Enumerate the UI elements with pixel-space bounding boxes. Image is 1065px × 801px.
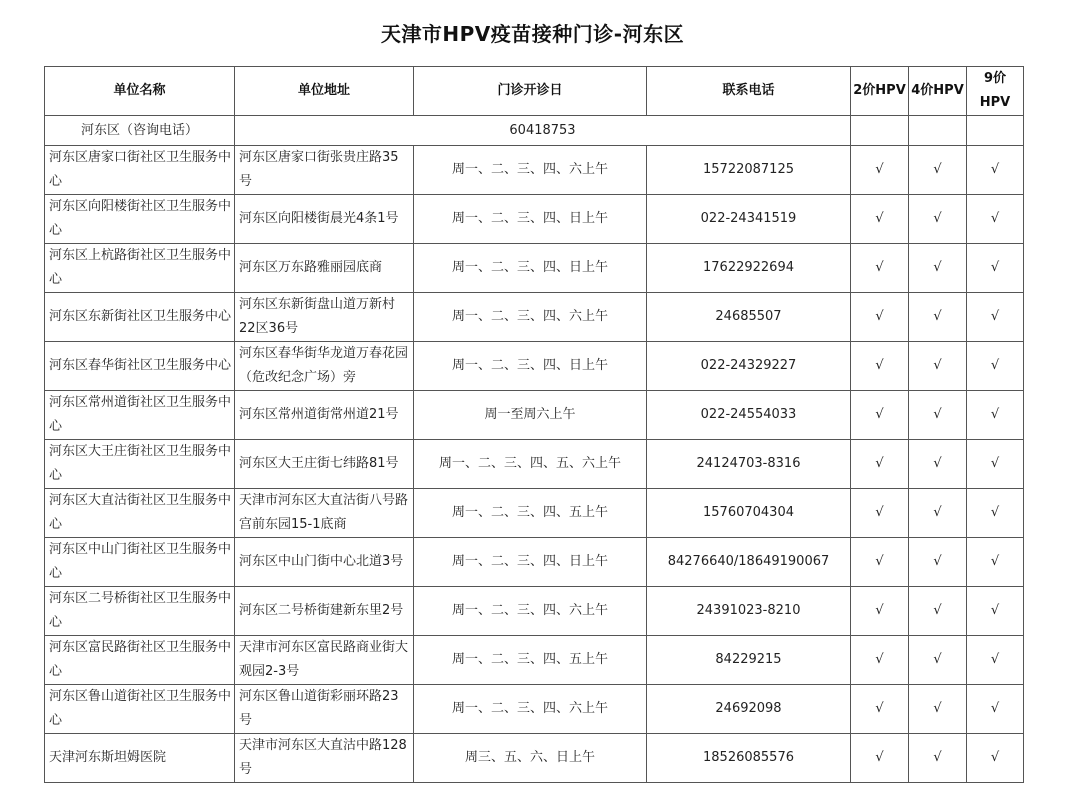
hpv-9v-check: √ bbox=[967, 587, 1024, 636]
clinic-days-cell: 周一、二、三、四、六上午 bbox=[414, 146, 647, 195]
hpv-4v-check: √ bbox=[909, 195, 967, 244]
unit-address-cell: 河东区向阳楼街晨光4条1号 bbox=[235, 195, 414, 244]
hpv-9v-check: √ bbox=[967, 489, 1024, 538]
phone-cell: 022-24554033 bbox=[647, 391, 851, 440]
unit-address-cell: 天津市河东区大直沽街八号路宫前东园15-1底商 bbox=[235, 489, 414, 538]
unit-name-cell: 天津河东斯坦姆医院 bbox=[45, 734, 235, 783]
hpv-2v-check: √ bbox=[851, 538, 909, 587]
unit-address-cell: 河东区万东路雅丽园底商 bbox=[235, 244, 414, 293]
hpv-2v-check: √ bbox=[851, 195, 909, 244]
clinic-days-cell: 周三、五、六、日上午 bbox=[414, 734, 647, 783]
hpv-2v-check: √ bbox=[851, 734, 909, 783]
unit-name-cell: 河东区上杭路街社区卫生服务中心 bbox=[45, 244, 235, 293]
phone-cell: 24685507 bbox=[647, 293, 851, 342]
hpv-2v-check: √ bbox=[851, 489, 909, 538]
hpv-9v-check: √ bbox=[967, 440, 1024, 489]
clinic-days-cell: 周一、二、三、四、五、六上午 bbox=[414, 440, 647, 489]
hpv-4v-check: √ bbox=[909, 440, 967, 489]
unit-address-cell: 河东区鲁山道街彩丽环路23号 bbox=[235, 685, 414, 734]
hpv-9v-check: √ bbox=[967, 244, 1024, 293]
table-row bbox=[45, 146, 1024, 195]
hpv-2v-check: √ bbox=[851, 636, 909, 685]
clinic-days-cell: 周一、二、三、四、日上午 bbox=[414, 342, 647, 391]
unit-address-cell: 河东区二号桥街建新东里2号 bbox=[235, 587, 414, 636]
hpv-4v-check: √ bbox=[909, 636, 967, 685]
hpv-4v-check: √ bbox=[909, 342, 967, 391]
unit-name-cell: 河东区东新街社区卫生服务中心 bbox=[45, 293, 235, 342]
hpv-clinic-table bbox=[44, 66, 1024, 783]
clinic-days-cell: 周一、二、三、四、五上午 bbox=[414, 489, 647, 538]
hpv-2v-check: √ bbox=[851, 146, 909, 195]
phone-cell: 15760704304 bbox=[647, 489, 851, 538]
unit-name-cell: 河东区春华街社区卫生服务中心 bbox=[45, 342, 235, 391]
table-row bbox=[45, 244, 1024, 293]
header-9v-hpv: 9价HPV bbox=[967, 67, 1024, 116]
clinic-days-cell: 周一、二、三、四、六上午 bbox=[414, 685, 647, 734]
table-row bbox=[45, 195, 1024, 244]
clinic-days-cell: 周一、二、三、四、五上午 bbox=[414, 636, 647, 685]
unit-address-cell: 河东区常州道街常州道21号 bbox=[235, 391, 414, 440]
hpv-4v-check: √ bbox=[909, 489, 967, 538]
hpv-9v-check: √ bbox=[967, 293, 1024, 342]
hpv-2v-check: √ bbox=[851, 342, 909, 391]
unit-address-cell: 天津市河东区大直沽中路128号 bbox=[235, 734, 414, 783]
hpv-2v-check: √ bbox=[851, 244, 909, 293]
hpv-2v-check: √ bbox=[851, 587, 909, 636]
unit-name-cell: 河东区常州道街社区卫生服务中心 bbox=[45, 391, 235, 440]
hpv-2v-check: √ bbox=[851, 685, 909, 734]
table-row bbox=[45, 587, 1024, 636]
unit-address-cell: 天津市河东区富民路商业街大观园2-3号 bbox=[235, 636, 414, 685]
table-row bbox=[45, 440, 1024, 489]
unit-name-cell: 河东区中山门街社区卫生服务中心 bbox=[45, 538, 235, 587]
consult-phone: 60418753 bbox=[235, 116, 851, 146]
table-row bbox=[45, 538, 1024, 587]
unit-address-cell: 河东区中山门街中心北道3号 bbox=[235, 538, 414, 587]
hpv-2v-check: √ bbox=[851, 391, 909, 440]
clinic-days-cell: 周一、二、三、四、日上午 bbox=[414, 538, 647, 587]
hpv-9v-check: √ bbox=[967, 734, 1024, 783]
phone-cell: 24124703-8316 bbox=[647, 440, 851, 489]
hpv-4v-check: √ bbox=[909, 391, 967, 440]
unit-address-cell: 河东区东新街盘山道万新村22区36号 bbox=[235, 293, 414, 342]
phone-cell: 15722087125 bbox=[647, 146, 851, 195]
unit-address-cell: 河东区春华街华龙道万春花园（危改纪念广场）旁 bbox=[235, 342, 414, 391]
phone-cell: 022-24341519 bbox=[647, 195, 851, 244]
hpv-4v-check: √ bbox=[909, 538, 967, 587]
hpv-9v-check: √ bbox=[967, 636, 1024, 685]
phone-cell: 84229215 bbox=[647, 636, 851, 685]
hpv-9v-check: √ bbox=[967, 342, 1024, 391]
consult-empty-cell bbox=[909, 116, 967, 146]
header-clinic-days: 门诊开诊日 bbox=[414, 67, 647, 116]
consult-empty-cell bbox=[967, 116, 1024, 146]
clinic-days-cell: 周一至周六上午 bbox=[414, 391, 647, 440]
hpv-9v-check: √ bbox=[967, 195, 1024, 244]
unit-name-cell: 河东区向阳楼街社区卫生服务中心 bbox=[45, 195, 235, 244]
hpv-2v-check: √ bbox=[851, 440, 909, 489]
unit-name-cell: 河东区二号桥街社区卫生服务中心 bbox=[45, 587, 235, 636]
header-2v-hpv: 2价HPV bbox=[851, 67, 909, 116]
hpv-9v-check: √ bbox=[967, 391, 1024, 440]
unit-name-cell: 河东区唐家口街社区卫生服务中心 bbox=[45, 146, 235, 195]
table-row bbox=[45, 342, 1024, 391]
unit-address-cell: 河东区大王庄街七纬路81号 bbox=[235, 440, 414, 489]
hpv-2v-check: √ bbox=[851, 293, 909, 342]
hpv-9v-check: √ bbox=[967, 685, 1024, 734]
header-phone: 联系电话 bbox=[647, 67, 851, 116]
header-unit-address: 单位地址 bbox=[235, 67, 414, 116]
table-row bbox=[45, 685, 1024, 734]
hpv-9v-check: √ bbox=[967, 538, 1024, 587]
phone-cell: 24391023-8210 bbox=[647, 587, 851, 636]
header-row bbox=[45, 67, 1024, 116]
clinic-days-cell: 周一、二、三、四、六上午 bbox=[414, 587, 647, 636]
hpv-4v-check: √ bbox=[909, 685, 967, 734]
phone-cell: 17622922694 bbox=[647, 244, 851, 293]
unit-name-cell: 河东区大直沽街社区卫生服务中心 bbox=[45, 489, 235, 538]
table-row bbox=[45, 636, 1024, 685]
clinic-days-cell: 周一、二、三、四、日上午 bbox=[414, 244, 647, 293]
clinic-days-cell: 周一、二、三、四、日上午 bbox=[414, 195, 647, 244]
hpv-4v-check: √ bbox=[909, 734, 967, 783]
consult-label: 河东区（咨询电话） bbox=[45, 116, 235, 146]
table-row bbox=[45, 391, 1024, 440]
phone-cell: 022-24329227 bbox=[647, 342, 851, 391]
table-row bbox=[45, 293, 1024, 342]
hpv-9v-check: √ bbox=[967, 146, 1024, 195]
unit-name-cell: 河东区大王庄街社区卫生服务中心 bbox=[45, 440, 235, 489]
unit-name-cell: 河东区鲁山道街社区卫生服务中心 bbox=[45, 685, 235, 734]
consult-empty-cell bbox=[851, 116, 909, 146]
hpv-4v-check: √ bbox=[909, 587, 967, 636]
hpv-4v-check: √ bbox=[909, 146, 967, 195]
page-title: 天津市HPV疫苗接种门诊-河东区 bbox=[380, 22, 685, 46]
consult-row bbox=[45, 116, 1024, 146]
phone-cell: 18526085576 bbox=[647, 734, 851, 783]
hpv-4v-check: √ bbox=[909, 293, 967, 342]
header-unit-name: 单位名称 bbox=[45, 67, 235, 116]
table-row bbox=[45, 489, 1024, 538]
phone-cell: 84276640/18649190067 bbox=[647, 538, 851, 587]
unit-address-cell: 河东区唐家口街张贵庄路35号 bbox=[235, 146, 414, 195]
table-row bbox=[45, 734, 1024, 783]
clinic-days-cell: 周一、二、三、四、六上午 bbox=[414, 293, 647, 342]
unit-name-cell: 河东区富民路街社区卫生服务中心 bbox=[45, 636, 235, 685]
hpv-4v-check: √ bbox=[909, 244, 967, 293]
header-4v-hpv: 4价HPV bbox=[909, 67, 967, 116]
phone-cell: 24692098 bbox=[647, 685, 851, 734]
